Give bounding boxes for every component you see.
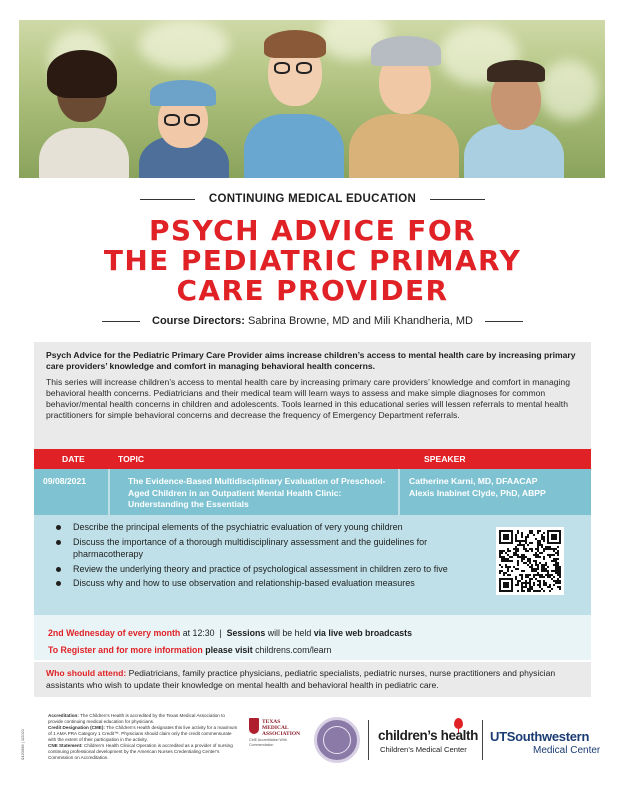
logo-divider [482,720,483,760]
ut-southwestern-logo [490,720,600,765]
header-speaker: SPEAKER [424,454,466,464]
speaker-1: Catherine Karni, MD, DFAACAP [409,476,538,486]
accreditation-seal-icon [314,717,360,763]
title-line-1: PSYCH ADVICE FOR [148,214,476,247]
divider-left [102,321,140,322]
title-line-3: CARE PROVIDER [176,274,449,307]
eyebrow-text: CONTINUING MEDICAL EDUCATION [208,193,417,205]
header-topic: TOPIC [118,454,145,464]
sessions-text: will be held [267,628,312,638]
title-line-2: THE PEDIATRIC PRIMARY [103,244,522,277]
intro-panel [34,342,591,449]
divider-left [140,199,195,200]
session-speakers [400,469,591,515]
schedule-table-header [34,449,591,469]
directors-label: Course Directors: [152,315,245,327]
sessions-mode: via live web broadcasts [313,628,412,638]
cne-label: CNE Statement: [48,743,83,748]
list-item: Describe the principal elements of the psychiatric evaluation of very young children [56,521,486,534]
schedule-when: 2nd Wednesday of every month [48,628,181,638]
childrens-health-sub: Children’s Medical Center [380,745,467,754]
eyebrow-row [0,193,625,205]
cne-body: Children’s Health Clinical Operation is accredited as a provider of nursing continuing professional development by the American Nurses Credentialing Center’s Commission on Accreditation. [48,743,233,760]
list-item: Review the underlying theory and practice of psychological assessment in children zero to five [56,563,486,576]
schedule-time: at 12:30 [182,628,215,638]
register-label: To Register and for more information [48,645,203,655]
course-directors-row [0,315,625,327]
header-date: DATE [62,454,85,464]
qr-code-icon[interactable] [496,527,564,595]
register-text: please visit [205,645,253,655]
speaker-2: Alexis Inabinet Clyde, PhD, ABPP [409,488,546,498]
shield-icon [249,718,259,734]
childrens-health-logo [378,718,478,763]
accreditation-body: The Children’s Health is accredited by the Texas Medical Association to provide continuing medical education for physicians. [48,713,225,724]
accreditation-text [48,713,238,761]
directors-names: Sabrina Browne, MD and Mili Khandheria, MD [247,315,473,327]
audience-label: Who should attend: [46,668,127,678]
accreditation-label: Accreditation: [48,713,79,718]
separator: | [219,628,222,638]
session-topic: The Evidence-Based Multidisciplinary Evaluation of Preschool-Aged Children in an Outpatient Mental Health Clinic: Understanding the Essentials [110,469,398,515]
course-directors [152,315,473,327]
credit-label: Credit Designation (CME): [48,725,105,730]
tma-sub: CME Accreditation With Commendation [249,738,287,747]
divider-right [485,321,523,322]
audience-text: Pediatricians, family practice physicians, pediatric specialists, pediatric nurses, nurse practitioners and physician assistants who wish to update their knowledge on mental health and behavioral health in pediatric care. [46,668,556,690]
page-title [0,216,625,306]
hero-photo [19,20,605,178]
intro-lead: Psych Advice for the Pediatric Primary Care Provider aims increase children’s access to mental health care by increasing primary care providers’ knowledge and comfort in managing behavioral health concerns. [46,350,576,371]
sessions-label: Sessions [226,628,266,638]
logo-divider [368,720,369,760]
intro-body: This series will increase children’s access to mental health care by increasing primary care providers’ knowledge and comfort in managing behavioral health concerns. Pediatricians and their medical team will learn ways to assess and make simple diagnoses for common behavior/mental health concerns in children and adolescents. Tools learned in this educational series will lessen referrals to mental health practitioners for simple behavioral concerns and decrease the frequency of Emergency Department referrals. [46,377,570,420]
schedule-info [34,615,591,660]
table-row [34,469,591,515]
seal-ring [323,726,351,754]
ut-southwestern-name: UTSouthwestern [490,729,590,744]
tma-name: TEXAS MEDICAL ASSOCIATION [262,719,301,737]
learning-objectives [34,515,591,615]
print-code: 0420098 | 1/2021 [20,728,25,760]
session-date: 09/08/2021 [34,469,108,515]
tma-logo [249,718,304,764]
register-link[interactable]: childrens.com/learn [255,645,332,655]
list-item: Discuss the importance of a thorough multidisciplinary assessment and the guidelines for pharmacotherapy [56,536,486,561]
credit-body: The Children’s Health designates this live activity for a maximum of 1 AMA PRA Category 1 Credit™. Physicians should claim only the credit commensurate with the extent of their participation in the activity. [48,725,238,742]
childrens-health-name: children’s health [378,728,478,743]
schedule-line [48,625,591,642]
ut-southwestern-sub: Medical Center [533,745,601,756]
audience-panel [34,662,591,697]
list-item: Discuss why and how to use observation and relationship-based evaluation measures [56,577,486,590]
objectives-list [56,521,486,592]
divider-right [430,199,485,200]
register-line [48,642,591,659]
